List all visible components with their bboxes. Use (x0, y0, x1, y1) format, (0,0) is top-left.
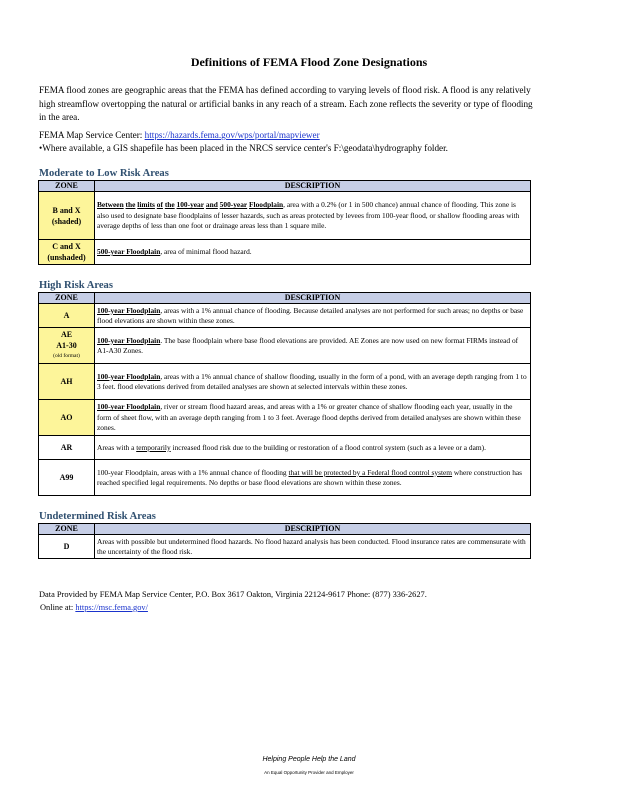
footer-online-label: Online at: (40, 603, 76, 612)
desc-lead-word: the (125, 200, 136, 210)
zone-code: A (63, 311, 70, 321)
desc-lead-word: Between (97, 200, 124, 210)
desc-text: , areas with a 1% annual chance of flooding. Because detailed analyses are not performed for such areas; no depths or base flood elevations are shown within these zones. (97, 305, 524, 325)
desc-lead-word: the (164, 200, 175, 210)
zone-cell (39, 400, 95, 436)
desc-underlined: that will be protected by a Federal flood control system (288, 467, 453, 477)
zone-cell (39, 535, 95, 559)
zone-code: AR (60, 443, 73, 453)
zone-note: (unshaded) (47, 253, 86, 263)
moderate-risk-table (38, 180, 531, 265)
undetermined-risk-table (38, 523, 531, 559)
desc-text: , river or stream flood hazard areas, and areas with a 1% or greater chance of shallow flooding each year, usually in the form of sheet flow, with an average depth ranging from 1 to 3 feet. Average flood depths derived from detailed analyses are shown within these zones. (97, 402, 521, 432)
section-title-moderate: Moderate to Low Risk Areas (39, 168, 169, 179)
section-title-undetermined: Undetermined Risk Areas (39, 511, 156, 522)
desc-lead-word: limits (137, 200, 155, 210)
zone-header: ZONE (39, 181, 95, 192)
bullet-icon: • (39, 143, 43, 153)
zone-code: AH (60, 377, 73, 387)
table-row (39, 400, 531, 436)
section-title-high: High Risk Areas (39, 280, 113, 291)
desc-pre: 100-year Floodplain, areas with a 1% annual chance of flooding (97, 467, 289, 477)
table-row (39, 535, 531, 559)
page-title: Definitions of FEMA Flood Zone Designations (190, 55, 428, 69)
equal-opportunity-note: An Equal Opportunity Provider and Employer (264, 770, 354, 775)
zone-cell (39, 364, 95, 400)
zone-cell (39, 436, 95, 460)
desc-text: , area of minimal flood hazard. (160, 247, 252, 257)
description-cell (95, 364, 531, 400)
zone-cell (39, 240, 95, 265)
zone-cell (39, 460, 95, 496)
table-row (39, 364, 531, 400)
desc-text: , area with a 0.2% (or 1 in 500 chance) annual chance of flooding. This zone is also used to designate base floodplains of lesser hazards, such as areas protected by levees from 100-year flood, or shallow flooding areas with average depths of less than one foot or drainage areas less than 1 square mile. (97, 200, 520, 230)
zone-note: (shaded) (51, 216, 82, 226)
table-row (39, 328, 531, 364)
zone-code: C and X (52, 242, 81, 252)
desc-text: increased flood risk due to the building or restoration of a flood control system (such as a levee or a dam). (170, 442, 486, 452)
zone-header: ZONE (39, 524, 95, 535)
map-service-link[interactable]: https://hazards.fema.gov/wps/portal/mapviewer (144, 130, 320, 140)
table-row (39, 192, 531, 240)
table-row (39, 436, 531, 460)
map-service-label: FEMA Map Service Center: (39, 130, 145, 140)
table-header-row (39, 293, 531, 304)
zone-cell (39, 328, 95, 364)
zone-code: B and X (52, 205, 81, 215)
description-cell (95, 400, 531, 436)
gis-note (39, 142, 579, 155)
footer-contact: Data Provided by FEMA Map Service Center, P.O. Box 3617 Oakton, Virginia 22124-9617 Phone: (877) 336-2627. (39, 590, 427, 599)
zone-cell (39, 192, 95, 240)
zone-code: AE (60, 330, 73, 340)
table-row (39, 240, 531, 265)
footer-online (39, 601, 599, 614)
zone-code: A99 (59, 473, 74, 483)
desc-lead-word: 100-year (176, 200, 205, 210)
description-cell (95, 192, 531, 240)
description-header: DESCRIPTION (95, 181, 531, 192)
table-header-row (39, 524, 531, 535)
footer-block (39, 588, 599, 614)
table-row (39, 304, 531, 328)
table-header-row (39, 181, 531, 192)
zone-code-alt: A1-30 (56, 341, 77, 351)
description-cell (95, 436, 531, 460)
description-cell (95, 460, 531, 496)
intro-paragraph: FEMA flood zones are geographic areas that the FEMA has defined according to varying levels of flood risk. A flood is any relatively high streamflow overtopping the natural or artificial banks in any reach of a stream. Each zone reflects the severity or type of flooding in the area. (39, 85, 533, 122)
zone-header: ZONE (39, 293, 95, 304)
zone-note: (old format) (53, 353, 80, 360)
high-risk-table (38, 292, 531, 496)
desc-lead-word: of (156, 200, 163, 210)
desc-text: , areas with a 1% annual chance of shallow flooding, usually in the form of a pond, with an average depth ranging from 1 to 3 feet. flood elevations derived from detailed analyses are shown at selected intervals within these zones. (97, 371, 527, 391)
desc-lead-word: and (205, 200, 218, 210)
footer-online-link[interactable]: https://msc.fema.gov/ (75, 603, 148, 612)
desc-text: Areas with possible but undetermined flood hazards. No flood hazard analysis has been conducted. Flood insurance rates are commensurate with the uncertainty of the flood risk. (97, 536, 526, 556)
description-cell (95, 535, 531, 559)
zone-code: AO (60, 413, 73, 423)
description-header: DESCRIPTION (95, 293, 531, 304)
desc-lead: 500-year Floodplain (97, 247, 161, 257)
desc-text: . The base floodplain where base flood elevations are provided. AE Zones are now used on new format FIRMs instead of A1-A30 Zones. (97, 335, 519, 355)
zone-code: D (63, 542, 70, 552)
desc-text: where construction has reached specified legal requirements. No depths or base flood elevations are shown within these zones. (97, 467, 523, 487)
description-cell (95, 240, 531, 265)
gis-note-text: Where available, a GIS shapefile has been placed in the NRCS service center's F:\geodata\hydrography folder. (42, 143, 448, 153)
desc-lead-word: Floodplain (249, 200, 284, 210)
desc-lead: 100-year Floodplain (97, 402, 161, 412)
desc-lead: 100-year Floodplain (97, 371, 161, 381)
map-service-block (39, 129, 579, 155)
zone-cell (39, 304, 95, 328)
description-header: DESCRIPTION (95, 524, 531, 535)
desc-lead: 100-year Floodplain (97, 335, 161, 345)
desc-pre: Areas with a (97, 442, 137, 452)
desc-lead-word: 500-year (219, 200, 248, 210)
desc-lead: 100-year Floodplain (97, 305, 161, 315)
description-cell (95, 304, 531, 328)
desc-underlined: temporarily (136, 442, 171, 452)
table-row (39, 460, 531, 496)
tagline: Helping People Help the Land (262, 756, 356, 763)
description-cell (95, 328, 531, 364)
